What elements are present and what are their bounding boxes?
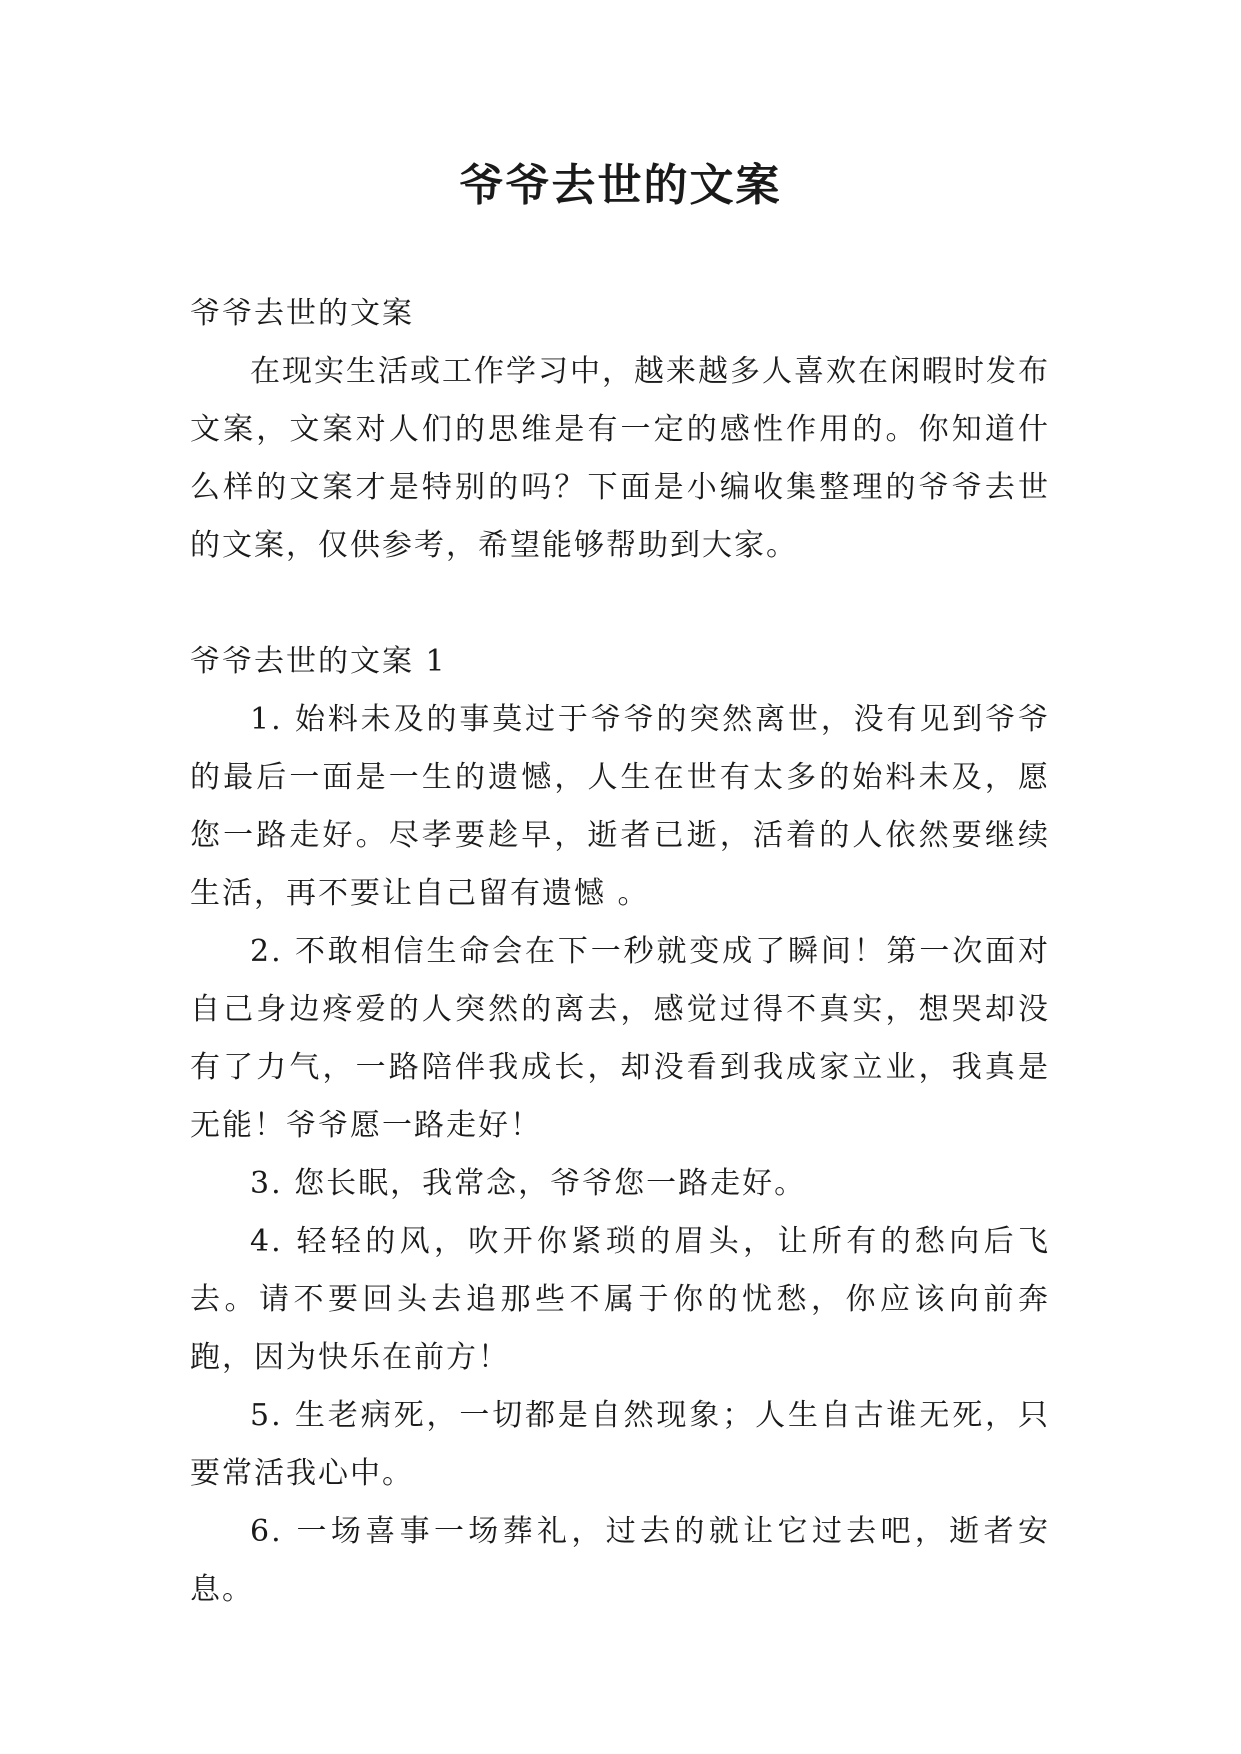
section-heading: 爷爷去世的文案 1 — [190, 644, 447, 679]
list-item: 5. 生老病死，一切都是自然现象；人生自古谁无死，只要常活我心中。 — [190, 1398, 1050, 1491]
list-item: 3. 您长眠，我常念，爷爷您一路走好。 — [250, 1166, 807, 1201]
list-item: 2. 不敢相信生命会在下一秒就变成了瞬间！第一次面对自己身边疼爱的人突然的离去，感觉过得不真实，想哭却没有了力气，一路陪伴我成长，却没看到我成家立业，我真是无能！爷爷愿一路走好！ — [190, 934, 1050, 1143]
document-subtitle: 爷爷去世的文案 — [190, 296, 414, 331]
page-title: 爷爷去世的文案 — [459, 160, 782, 211]
document-body — [190, 285, 1050, 1619]
list-item: 4. 轻轻的风，吹开你紧琐的眉头，让所有的愁向后飞去。请不要回头去追那些不属于你的忧愁，你应该向前奔跑，因为快乐在前方！ — [190, 1224, 1050, 1375]
list-item: 1. 始料未及的事莫过于爷爷的突然离世，没有见到爷爷的最后一面是一生的遗憾，人生在世有太多的始料未及，愿您一路走好。尽孝要趁早，逝者已逝，活着的人依然要继续生活，再不要让自己留有遗憾 。 — [190, 702, 1050, 911]
list-item: 6. 一场喜事一场葬礼，过去的就让它过去吧，逝者安息。 — [190, 1514, 1050, 1607]
intro-paragraph: 在现实生活或工作学习中，越来越多人喜欢在闲暇时发布文案，文案对人们的思维是有一定的感性作用的。你知道什么样的文案才是特别的吗？下面是小编收集整理的爷爷去世的文案，仅供参考，希望能够帮助到大家。 — [190, 354, 1050, 563]
